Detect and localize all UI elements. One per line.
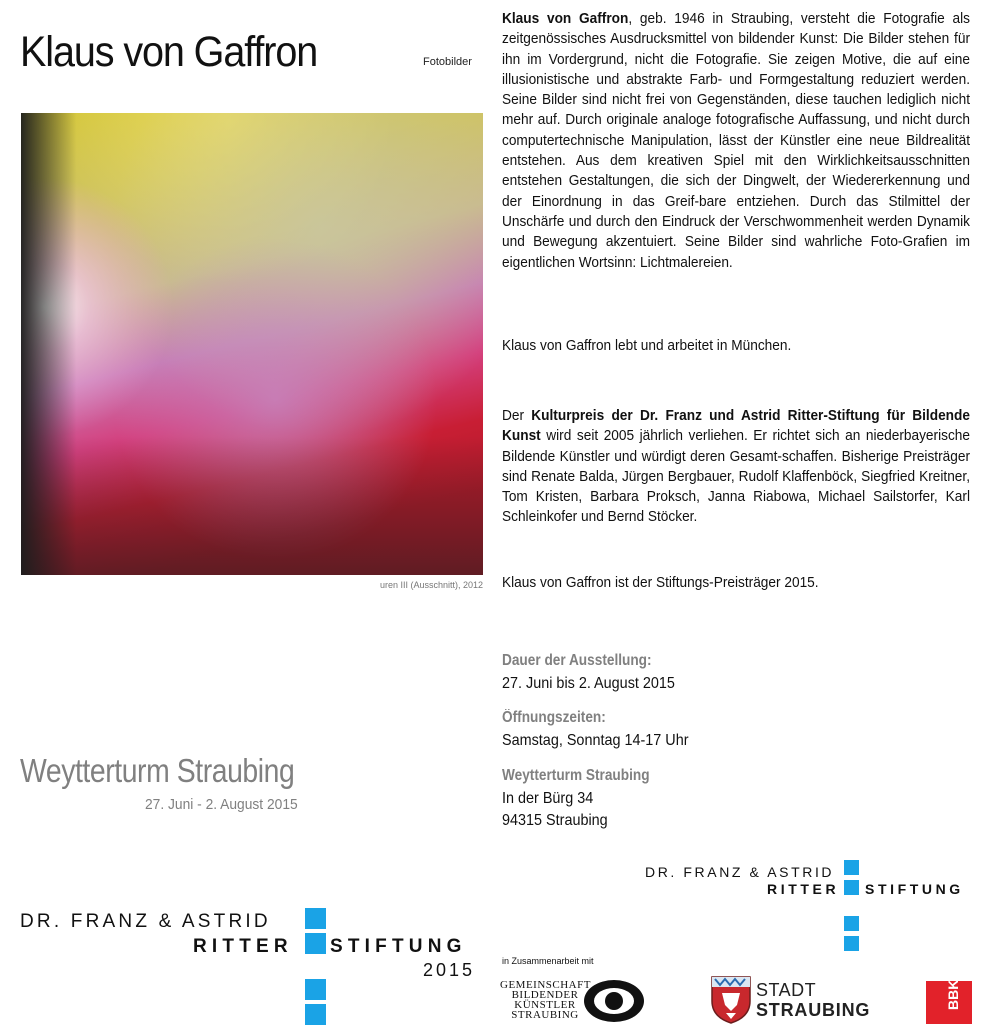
logo-line1: DR. FRANZ & ASTRID bbox=[20, 911, 271, 932]
venue-title: Weytterturm Straubing bbox=[20, 752, 295, 789]
logo-small-square-3 bbox=[844, 916, 859, 931]
bbk-logo bbox=[926, 981, 972, 1024]
prize-description bbox=[502, 406, 970, 528]
venue-label: Weytterturm Straubing bbox=[502, 767, 650, 784]
artist-bio bbox=[502, 9, 970, 273]
hours-label: Öffnungszeiten: bbox=[502, 709, 606, 726]
gbk-line4: STRAUBING bbox=[511, 1009, 579, 1021]
stadt-straubing-coat-of-arms-icon bbox=[710, 975, 752, 1025]
gbk-line1: GEMEINSCHAFT bbox=[500, 979, 591, 991]
artist-residence: Klaus von Gaffron lebt und arbeitet in München. bbox=[502, 337, 792, 354]
artwork-caption: uren III (Ausschnitt), 2012 bbox=[379, 580, 483, 590]
logo-word-stiftung: STIFTUNG bbox=[330, 936, 467, 957]
logo-small-square-2 bbox=[844, 880, 859, 895]
eye-icon bbox=[583, 978, 645, 1024]
bbk-label: BBK bbox=[945, 979, 961, 1010]
artwork-photo bbox=[21, 113, 483, 575]
logo-square-low bbox=[305, 979, 326, 1000]
logo-square-top bbox=[305, 908, 326, 929]
prize-name: Kulturpreis der Dr. Franz und Astrid Ritter-Stiftung für Bildende Kunst bbox=[502, 407, 970, 445]
bio-text: , geb. 1946 in Straubing, versteht die Fotografie als zeitgenössisches Ausdrucksmittel von bildender Kunst: Die Bilder stehen für ihn im Vordergrund, nicht die Fotografie. Sie zeigen Motive, die auf eine illusionistische und abstrakte Farb- und Formgestaltung reduziert werden. Seine Bilder sind nicht frei von Gegenständen, diese tauchen lediglich nicht mehr auf. Durch originale analoge fotografische Auffassung, und nicht durch computertechnische Manipulation, lässt der Künstler eine neue Bildrealität entstehen. Aus dem kreativen Spiel mit den Wirklichkeitsausschnitten entstehen Gestaltungen, die sich der Dingwelt, der Wiedererkennung und der Einordnung in das Greif-bare entziehen. Durch das Stilmittel der Unschärfe und durch den Eindruck der Verschwommenheit werden Dynamik und Bewegung akzentuiert. Seine Bilder sind wahrliche Foto-Grafien im eigentlichen Wortsinn: Lichtmalereien. bbox=[502, 10, 970, 271]
straubing-label: STRAUBING bbox=[756, 1000, 871, 1020]
logo-square-bottom bbox=[305, 1004, 326, 1025]
logo-square-mid bbox=[305, 933, 326, 954]
stadt-label: STADT bbox=[756, 980, 817, 1000]
logo-small-line1: DR. FRANZ & ASTRID bbox=[645, 864, 835, 880]
gbk-line2: BILDENDER bbox=[511, 989, 579, 1001]
logo-small-stiftung: STIFTUNG bbox=[865, 881, 964, 897]
cooperation-label: in Zusammenarbeit mit bbox=[502, 956, 594, 966]
address-city: 94315 Straubing bbox=[502, 812, 608, 829]
artwork-image bbox=[21, 113, 483, 575]
logo-year: 2015 bbox=[423, 960, 476, 980]
page-title: Klaus von Gaffron bbox=[20, 28, 318, 76]
logo-word-ritter: RITTER bbox=[193, 936, 293, 957]
prize-intro: Der bbox=[502, 407, 532, 424]
duration-label: Dauer der Ausstellung: bbox=[502, 652, 652, 669]
logo-small-square-4 bbox=[844, 936, 859, 951]
hours-value: Samstag, Sonntag 14-17 Uhr bbox=[502, 732, 689, 749]
gbk-line3: KÜNSTLER bbox=[514, 999, 576, 1011]
address-street: In der Bürg 34 bbox=[502, 790, 594, 807]
category-label: Fotobilder bbox=[423, 56, 472, 68]
prize-winner: Klaus von Gaffron ist der Stiftungs-Preisträger 2015. bbox=[502, 574, 819, 591]
gbk-logo bbox=[500, 980, 590, 1020]
artist-name: Klaus von Gaffron bbox=[502, 10, 629, 27]
logo-small-square-1 bbox=[844, 860, 859, 875]
venue-dates: 27. Juni - 2. August 2015 bbox=[145, 796, 298, 813]
prize-text: wird seit 2005 jährlich verliehen. Er richtet sich an niederbayerische Bildende Künstler und würdigt deren Gesamt-schaffen. Bisherige Preisträger sind Renate Balda, Jürgen Bergbauer, Rudolf Klaffenböck, Siegfried Kreitner, Tom Kristen, Barbara Proksch, Janna Riabowa, Michael Sailstorfer, Karl Schleinkofer und Bernd Stöcker. bbox=[502, 427, 970, 526]
duration-value: 27. Juni bis 2. August 2015 bbox=[502, 675, 675, 692]
logo-small-ritter: RITTER bbox=[767, 881, 840, 897]
